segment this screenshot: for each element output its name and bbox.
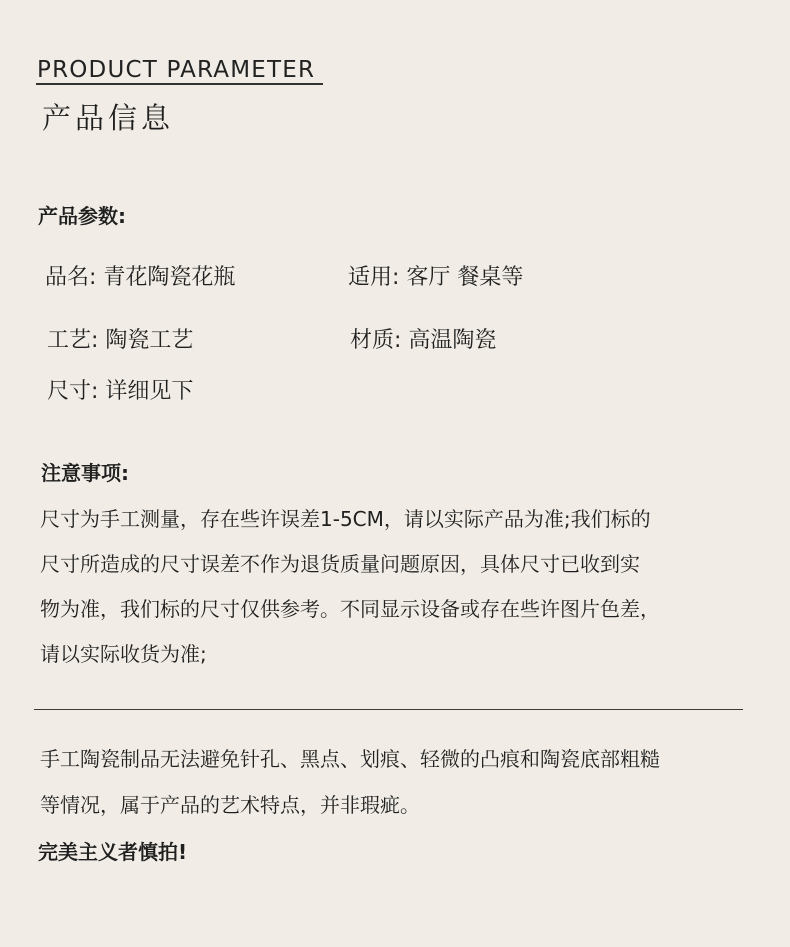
parameters-section-title: 产品参数: [38, 204, 126, 228]
header-chinese-title: 产品信息 [42, 101, 175, 135]
param-size: 尺寸: 详细见下 [47, 379, 194, 404]
notes-section-title: 注意事项: [41, 461, 129, 485]
notes-body [40, 497, 760, 677]
notes-line: 请以实际收货为准; [40, 642, 207, 666]
notes-line: 尺寸所造成的尺寸误差不作为退货质量问题原因，具体尺寸已收到实 [40, 552, 640, 576]
header-underline [36, 83, 323, 85]
notes-line: 物为准，我们标的尺寸仅供参考。不同显示设备或存在些许图片色差， [40, 597, 660, 621]
param-usage: 适用: 客厅 餐桌等 [348, 265, 524, 290]
perfectionist-warning: 完美主义者慎拍! [38, 840, 188, 864]
section-divider [34, 709, 743, 710]
param-craft: 工艺: 陶瓷工艺 [47, 328, 194, 353]
craft-note-body [40, 736, 780, 828]
header-english-title: PRODUCT PARAMETER [37, 57, 316, 83]
craft-note-line: 等情况，属于产品的艺术特点，并非瑕疵。 [40, 793, 420, 817]
notes-line: 尺寸为手工测量，存在些许误差1-5CM，请以实际产品为准;我们标的 [40, 507, 651, 531]
param-material: 材质: 高温陶瓷 [350, 328, 497, 353]
craft-note-line: 手工陶瓷制品无法避免针孔、黑点、划痕、轻微的凸痕和陶瓷底部粗糙 [40, 747, 660, 771]
param-product-name: 品名: 青花陶瓷花瓶 [45, 265, 236, 290]
